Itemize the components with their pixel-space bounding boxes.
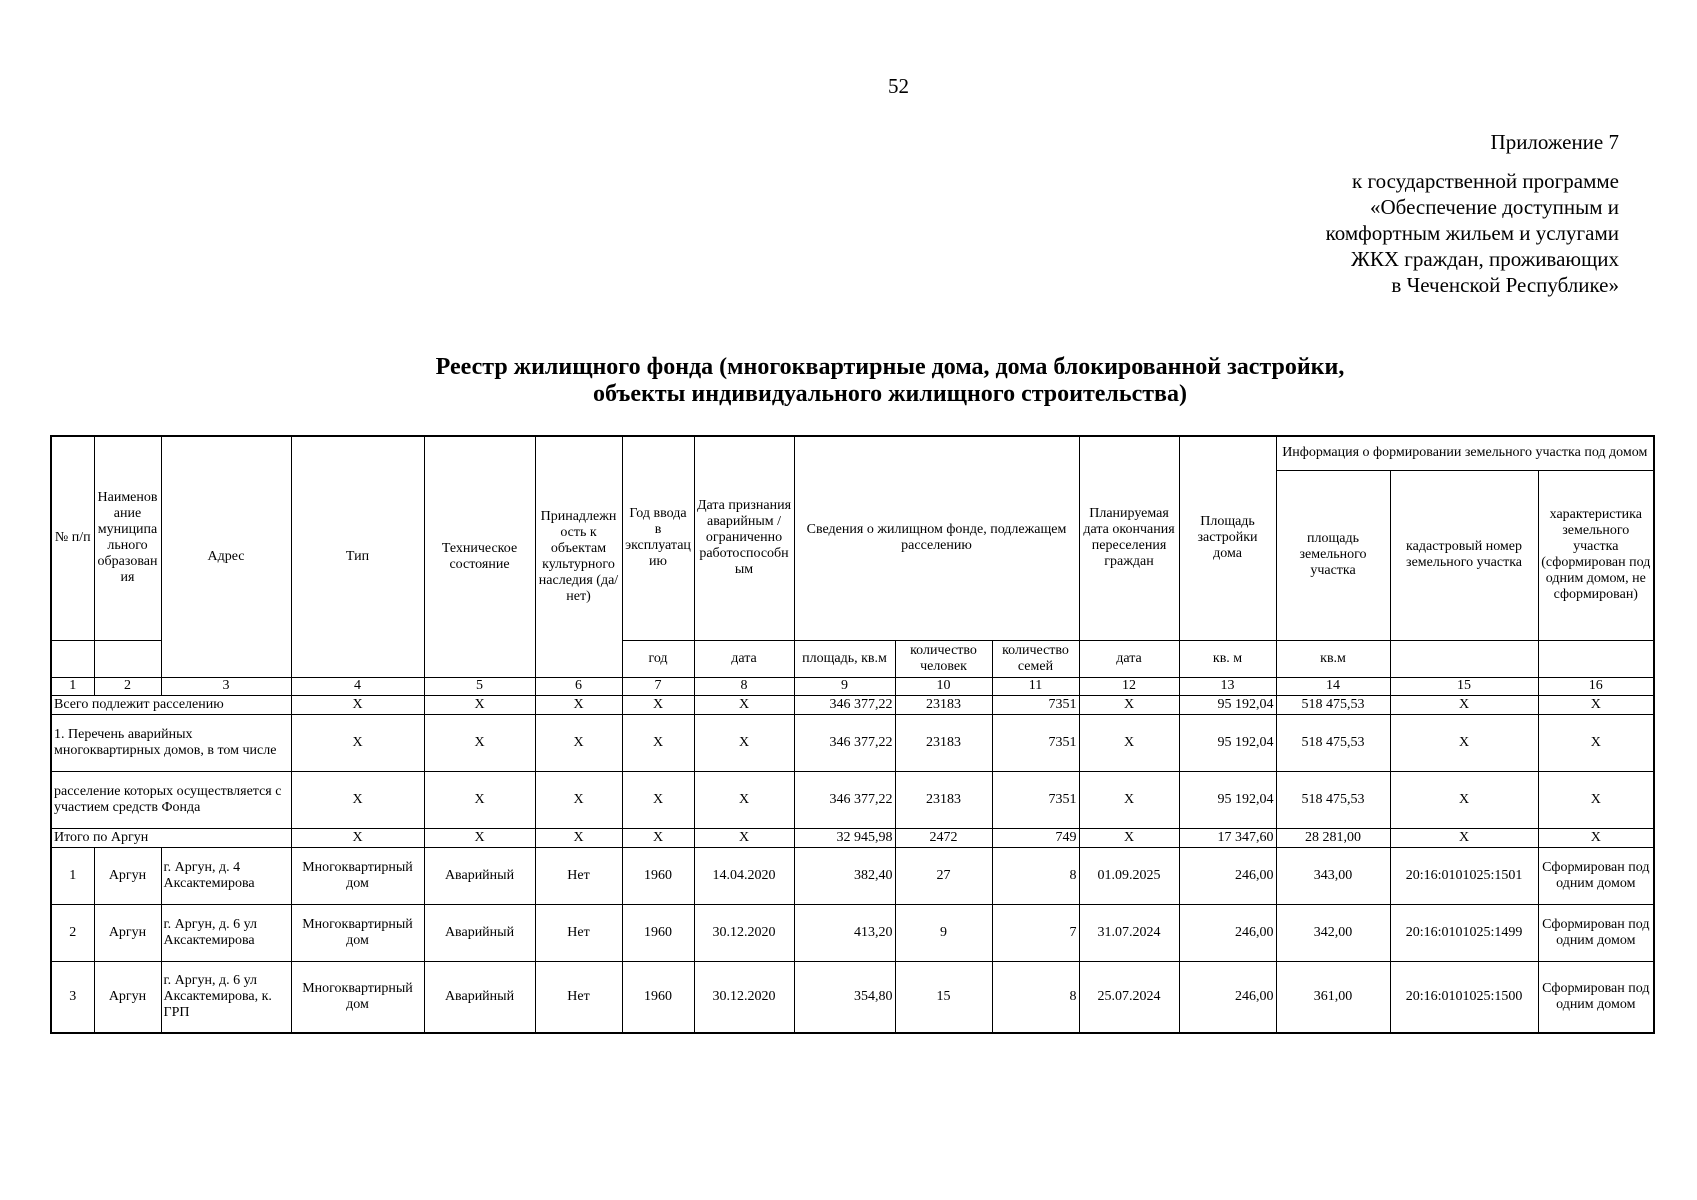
header-cadastral: кадастровый номер земельного участка (1390, 470, 1538, 640)
table-cell: 246,00 (1179, 847, 1276, 904)
table-row (51, 904, 1654, 961)
table-cell: 361,00 (1276, 961, 1390, 1033)
header-num: № п/п (51, 436, 94, 640)
summary-cell: X (1390, 828, 1538, 847)
table-cell: 20:16:0101025:1499 (1390, 904, 1538, 961)
header-land-info: Информация о формировании земельного участка под домом (1276, 436, 1654, 470)
summary-cell: 518 475,53 (1276, 695, 1390, 714)
table-cell: 25.07.2024 (1079, 961, 1179, 1033)
document-title (240, 354, 1540, 408)
table-cell: 20:16:0101025:1500 (1390, 961, 1538, 1033)
header-housing-info: Сведения о жилищном фонде, подлежащем расселению (794, 436, 1079, 640)
summary-cell: 28 281,00 (1276, 828, 1390, 847)
summary-cell: X (1079, 695, 1179, 714)
table-row (51, 961, 1654, 1033)
table-cell: Аргун (94, 847, 161, 904)
table-cell: Многоквартирный дом (291, 961, 424, 1033)
table-cell: г. Аргун, д. 6 ул Аксактемирова (161, 904, 291, 961)
table-cell: Аварийный (424, 961, 535, 1033)
header-heritage: Принадлежность к объектам культурного наследия (да/нет) (535, 436, 622, 677)
summary-cell: X (1390, 714, 1538, 771)
summary-cell: X (1390, 695, 1538, 714)
header-land-area: площадь земельного участка (1276, 470, 1390, 640)
table-cell: 1960 (622, 904, 694, 961)
table-cell: Нет (535, 847, 622, 904)
column-number: 7 (622, 677, 694, 695)
table-cell: Многоквартирный дом (291, 904, 424, 961)
appendix-line: комфортным жильем и услугами (1325, 221, 1619, 245)
summary-cell: X (291, 771, 424, 828)
summary-cell: X (622, 695, 694, 714)
table-cell: 27 (895, 847, 992, 904)
table-cell: 30.12.2020 (694, 961, 794, 1033)
column-number: 5 (424, 677, 535, 695)
housing-registry-table (50, 435, 1655, 1034)
table-cell: 1960 (622, 961, 694, 1033)
summary-cell: 346 377,22 (794, 714, 895, 771)
table-cell: 15 (895, 961, 992, 1033)
header-unit-cadastral-blank (1390, 640, 1538, 677)
summary-label: 1. Перечень аварийных многоквартирных домов, в том числе (51, 714, 291, 771)
table-cell: 31.07.2024 (1079, 904, 1179, 961)
summary-cell: 2472 (895, 828, 992, 847)
table-cell: Нет (535, 904, 622, 961)
header-planned-date: Планируемая дата окончания переселения граждан (1079, 436, 1179, 640)
column-number: 15 (1390, 677, 1538, 695)
summary-label: расселение которых осуществляется с участием средств Фонда (51, 771, 291, 828)
summary-cell: X (1538, 771, 1654, 828)
table-cell: Многоквартирный дом (291, 847, 424, 904)
summary-cell: X (535, 771, 622, 828)
column-number: 3 (161, 677, 291, 695)
column-number: 16 (1538, 677, 1654, 695)
column-number: 10 (895, 677, 992, 695)
table-cell: 30.12.2020 (694, 904, 794, 961)
table-cell: 342,00 (1276, 904, 1390, 961)
table-cell: 246,00 (1179, 904, 1276, 961)
header-unit-area: площадь, кв.м (794, 640, 895, 677)
summary-cell: X (535, 714, 622, 771)
table-cell: 8 (992, 847, 1079, 904)
table-cell: 1960 (622, 847, 694, 904)
header-unit-planned: дата (1079, 640, 1179, 677)
summary-cell: X (1538, 714, 1654, 771)
table-cell: 9 (895, 904, 992, 961)
header-unit-people: количество человек (895, 640, 992, 677)
header-address: Адрес (161, 436, 291, 677)
document-title-line: объекты индивидуального жилищного строительства) (593, 381, 1187, 407)
header-type: Тип (291, 436, 424, 677)
header-unit-municipality-blank (94, 640, 161, 677)
summary-cell: X (291, 828, 424, 847)
column-number: 4 (291, 677, 424, 695)
column-number: 12 (1079, 677, 1179, 695)
summary-cell: 7351 (992, 771, 1079, 828)
table-cell: Нет (535, 961, 622, 1033)
summary-cell: 95 192,04 (1179, 771, 1276, 828)
summary-cell: 346 377,22 (794, 695, 895, 714)
column-number: 14 (1276, 677, 1390, 695)
header-unit-building: кв. м (1179, 640, 1276, 677)
header-year: Год ввода в эксплуатацию (622, 436, 694, 640)
summary-cell: X (622, 828, 694, 847)
appendix-title: Приложение 7 (1490, 130, 1619, 154)
table-cell: 343,00 (1276, 847, 1390, 904)
table-cell: Аварийный (424, 847, 535, 904)
header-unit-num-blank (51, 640, 94, 677)
document-title-line: Реестр жилищного фонда (многоквартирные дома, дома блокированной застройки, (435, 354, 1345, 380)
column-number: 13 (1179, 677, 1276, 695)
appendix-line: к государственной программе (1352, 169, 1619, 193)
table-cell: 7 (992, 904, 1079, 961)
header-unit-families: количество семей (992, 640, 1079, 677)
table-row (51, 847, 1654, 904)
summary-cell: X (1390, 771, 1538, 828)
summary-cell: 749 (992, 828, 1079, 847)
column-number: 2 (94, 677, 161, 695)
summary-cell: X (694, 771, 794, 828)
column-number: 11 (992, 677, 1079, 695)
table-cell: Сформирован под одним домом (1538, 961, 1654, 1033)
table-cell: г. Аргун, д. 4 Аксактемирова (161, 847, 291, 904)
page-number: 52 (888, 74, 909, 98)
appendix-subtitle (1326, 168, 1619, 298)
header-unit-year: год (622, 640, 694, 677)
table-cell: 2 (51, 904, 94, 961)
appendix-line: ЖКХ граждан, проживающих (1351, 247, 1619, 271)
table-cell: 413,20 (794, 904, 895, 961)
header-unit-date: дата (694, 640, 794, 677)
summary-cell: X (1079, 771, 1179, 828)
summary-row (51, 695, 1654, 714)
summary-row (51, 771, 1654, 828)
summary-cell: X (1079, 714, 1179, 771)
summary-cell: X (694, 828, 794, 847)
header-land-char: характеристика земельного участка (сформирован под одним домом, не сформирован) (1538, 470, 1654, 640)
column-number: 1 (51, 677, 94, 695)
summary-cell: X (694, 714, 794, 771)
column-number: 9 (794, 677, 895, 695)
summary-cell: 95 192,04 (1179, 714, 1276, 771)
summary-cell: 23183 (895, 714, 992, 771)
summary-cell: X (424, 714, 535, 771)
table-cell: г. Аргун, д. 6 ул Аксактемирова, к. ГРП (161, 961, 291, 1033)
table-cell: 14.04.2020 (694, 847, 794, 904)
table-cell: 3 (51, 961, 94, 1033)
summary-cell: X (1079, 828, 1179, 847)
table-cell: 382,40 (794, 847, 895, 904)
summary-label: Всего подлежит расселению (51, 695, 291, 714)
table-cell: Сформирован под одним домом (1538, 847, 1654, 904)
column-number: 8 (694, 677, 794, 695)
appendix-line: в Чеченской Республике» (1391, 273, 1619, 297)
appendix-line: «Обеспечение доступным и (1370, 195, 1619, 219)
summary-cell: 95 192,04 (1179, 695, 1276, 714)
table-cell: 1 (51, 847, 94, 904)
header-unit-land: кв.м (1276, 640, 1390, 677)
table-cell: 20:16:0101025:1501 (1390, 847, 1538, 904)
summary-cell: 518 475,53 (1276, 714, 1390, 771)
summary-cell: 17 347,60 (1179, 828, 1276, 847)
table-cell: Аварийный (424, 904, 535, 961)
table-cell: 354,80 (794, 961, 895, 1033)
summary-cell: X (1538, 828, 1654, 847)
summary-cell: 7351 (992, 695, 1079, 714)
header-condition: Техническое состояние (424, 436, 535, 677)
header-building-area: Площадь застройки дома (1179, 436, 1276, 640)
summary-cell: 7351 (992, 714, 1079, 771)
table-cell: 246,00 (1179, 961, 1276, 1033)
table-cell: 8 (992, 961, 1079, 1033)
summary-cell: X (424, 771, 535, 828)
summary-cell: X (424, 695, 535, 714)
summary-cell: X (424, 828, 535, 847)
summary-cell: X (694, 695, 794, 714)
summary-cell: X (622, 714, 694, 771)
summary-cell: X (622, 771, 694, 828)
header-municipality: Наименование муниципального образования (94, 436, 161, 640)
summary-cell: 346 377,22 (794, 771, 895, 828)
table-cell: Сформирован под одним домом (1538, 904, 1654, 961)
summary-cell: 23183 (895, 771, 992, 828)
summary-cell: X (291, 695, 424, 714)
summary-cell: X (291, 714, 424, 771)
header-date-recognized: Дата признания аварийным /ограниченно работоспособным (694, 436, 794, 640)
summary-cell: 32 945,98 (794, 828, 895, 847)
summary-cell: 23183 (895, 695, 992, 714)
header-unit-char-blank (1538, 640, 1654, 677)
table-cell: 01.09.2025 (1079, 847, 1179, 904)
summary-cell: X (535, 695, 622, 714)
column-number: 6 (535, 677, 622, 695)
table-cell: Аргун (94, 961, 161, 1033)
summary-row (51, 714, 1654, 771)
summary-cell: X (1538, 695, 1654, 714)
summary-cell: 518 475,53 (1276, 771, 1390, 828)
table-cell: Аргун (94, 904, 161, 961)
summary-row (51, 828, 1654, 847)
summary-cell: X (535, 828, 622, 847)
summary-label: Итого по Аргун (51, 828, 291, 847)
